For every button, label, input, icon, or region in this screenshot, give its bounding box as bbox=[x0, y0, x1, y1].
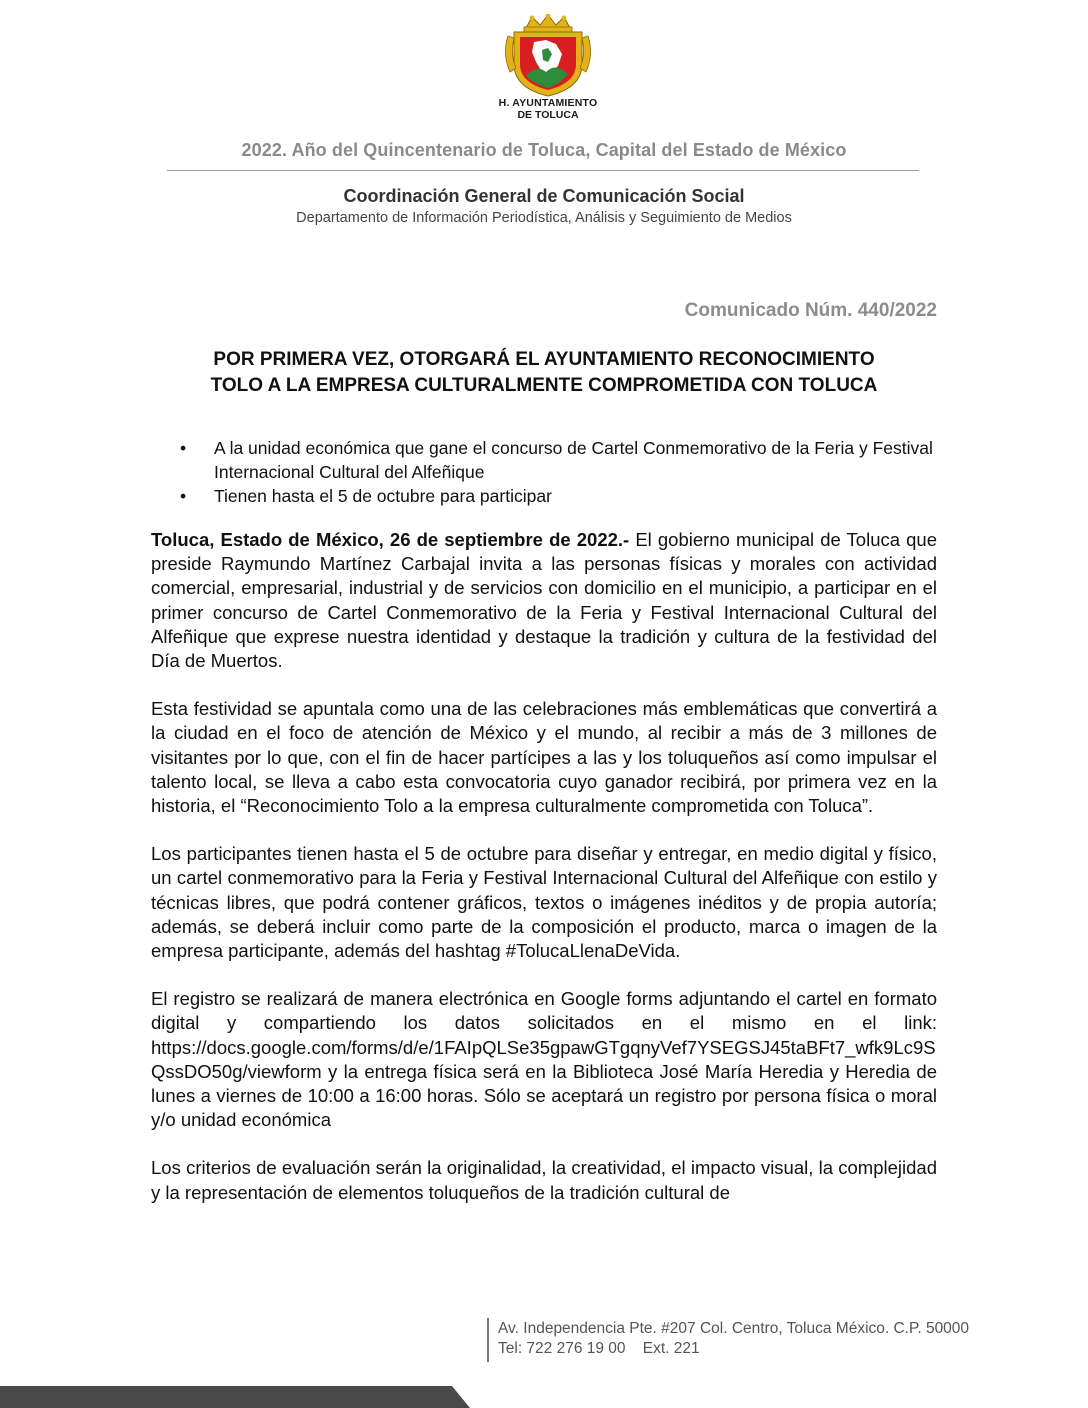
bullet-item: • A la unidad económica que gane el concurso de Cartel Conmemorativo de la Feria y Festival Internacional Cultural del Alfeñique bbox=[180, 436, 940, 484]
dateline: Toluca, Estado de México, 26 de septiembre de 2022.- bbox=[151, 529, 630, 550]
headline-line2: TOLO A LA EMPRESA CULTURALMENTE COMPROMETIDA CON TOLUCA bbox=[210, 375, 878, 396]
footer-band bbox=[0, 1386, 470, 1408]
header-divider bbox=[167, 170, 919, 171]
paragraph-1 bbox=[151, 528, 937, 673]
headline bbox=[150, 347, 938, 399]
bullet-item: • Tienen hasta el 5 de octubre para participar bbox=[180, 484, 940, 508]
department-subtitle: Departamento de Información Periodística, Análisis y Seguimiento de Medios bbox=[296, 210, 792, 226]
paragraph-5: Los criterios de evaluación serán la originalidad, la creatividad, el impacto visual, la complejidad y la representación de elementos toluqueños de la tradición cultural de bbox=[151, 1157, 937, 1203]
coordination-title: Coordinación General de Comunicación Social bbox=[343, 186, 745, 206]
paragraph-2: Esta festividad se apuntala como una de las celebraciones más emblemáticas que convertirá a la ciudad en el foco de atención de México y el mundo, al recibir a más de 3 millones de visitantes por lo que, con el fin de hacer partícipes a las y los toluqueños así como impulsar el talento local, se lleva a cabo esta convocatoria cuyo ganador recibirá, por primera vez en la historia, el “Reconocimiento Tolo a la empresa culturalmente comprometida con Toluca”. bbox=[151, 698, 937, 817]
year-motto: 2022. Año del Quincentenario de Toluca, Capital del Estado de México bbox=[241, 140, 847, 160]
paragraph-1-text: El gobierno municipal de Toluca que preside Raymundo Martínez Carbajal invita a las personas físicas y morales con actividad comercial, empresarial, industrial y de servicios con domicilio en el municipio, a participar en el primer concurso de Cartel Conmemorativo de la Feria y Festival Internacional Cultural del Alfeñique que exprese nuestra identidad y destaque la tradición y cultura de la festividad del Día de Muertos. bbox=[151, 529, 938, 672]
footer-address: Av. Independencia Pte. #207 Col. Centro, Toluca México. C.P. 50000 bbox=[498, 1320, 970, 1337]
coat-of-arms-icon bbox=[496, 14, 600, 98]
paragraph-3: Los participantes tienen hasta el 5 de octubre para diseñar y entregar, en medio digital y físico, un cartel conmemorativo para la Feria y Festival Internacional Cultural del Alfeñique con estilo y técnicas libres, que podrá contener gráficos, textos o imágenes inéditos y de propia autoría; además, se deberá incluir como parte de la composición el producto, marca o imagen de la empresa participante, además del hashtag #TolucaLlenaDeVida. bbox=[151, 843, 937, 962]
footer-phone: Tel: 722 276 19 00 Ext. 221 bbox=[498, 1340, 700, 1357]
paragraph-4: El registro se realizará de manera electrónica en Google forms adjuntando el cartel en formato digital y compartiendo los datos solicitados en el mismo en el link: https://docs.google.com/forms/d/e/1FAIpQLSe35gpawGTgqnyVef7YSEGSJ45taBFt7_wfk9Lc9SQssDO50g/viewform y la entrega física será en la Biblioteca José María Heredia y Heredia de lunes a viernes de 10:00 a 16:00 horas. Sólo se aceptará un registro por persona física o moral y/o unidad económica bbox=[151, 988, 937, 1131]
toluca-logo bbox=[496, 14, 600, 124]
summary-bullets bbox=[180, 436, 940, 508]
logo-text-line2: DE TOLUCA bbox=[517, 109, 579, 121]
logo-text-line1: H. AYUNTAMIENTO bbox=[498, 97, 598, 109]
press-release-number: Comunicado Núm. 440/2022 bbox=[684, 300, 937, 321]
headline-line1: POR PRIMERA VEZ, OTORGARÁ EL AYUNTAMIENTO RECONOCIMIENTO bbox=[213, 349, 875, 370]
article-body bbox=[151, 528, 937, 1229]
footer-divider bbox=[487, 1318, 489, 1362]
